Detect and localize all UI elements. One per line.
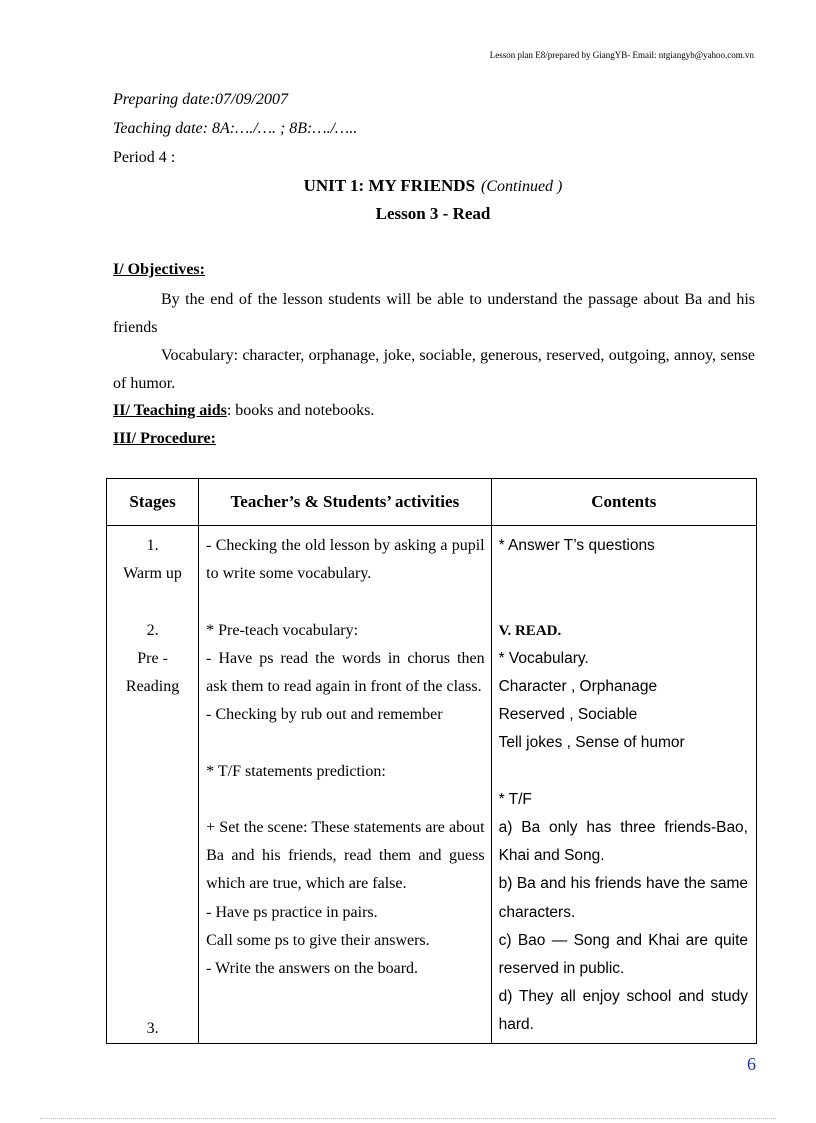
objectives-heading: I/ Objectives: [113,261,205,278]
col-stages: Stages [107,479,199,526]
activity-item: - Have ps practice in pairs. [206,903,378,921]
table-row [107,526,757,1044]
table-header-row [107,479,757,526]
aids-text: : books and notebooks. [226,402,375,419]
stage1-num: 1. [146,537,159,554]
page-number: 6 [747,1054,756,1074]
continued-note: (Continued ) [481,178,563,195]
teaching-aids [113,402,374,420]
activity-item: - Write the answers on the board. [206,960,419,977]
preparing-date: Preparing date:07/09/2007 [113,91,288,108]
content-item: d) They all enjoy school and study hard. [498,988,748,1034]
stage2-name1: Pre - [137,649,168,667]
activity-item: - Checking by rub out and remember [206,706,443,724]
content-item: * Vocabulary. [498,649,589,667]
objectives-vocabulary: Vocabulary: character, orphanage, joke, sociable, generous, reserved, outgoing, annoy, sense of humor. [113,347,755,392]
activity-item: * Pre-teach vocabulary: [206,621,359,639]
content-item: * Answer T’s questions [498,537,655,554]
procedure-heading: III/ Procedure: [113,430,216,447]
footer-divider [40,1118,776,1119]
content-item: c) Bao — Song and Khai are quite reserved in public. [498,931,748,977]
activity-item: * T/F statements prediction: [206,762,386,780]
stage2-num: 2. [146,621,159,639]
content-item: Tell jokes , Sense of humor [498,734,685,752]
content-item: Character , Orphanage [498,677,658,695]
activities-cell [199,526,491,1044]
teaching-date: Teaching date: 8A:…./…. ; 8B:…./….. [113,120,358,137]
activity-item: - Have ps read the words in chorus then ask them to read again in front of the class. [206,649,485,695]
activity-item: + Set the scene: These statements are about Ba and his friends, read them and guess which are true, which are false. [206,818,485,893]
stage1-name: Warm up [123,565,182,583]
content-item: a) Ba only has three friends-Bao, Khai and Song. [498,818,748,865]
content-item: * T/F [498,790,532,808]
stage2-name2: Reading [125,678,180,695]
contents-cell [491,526,756,1044]
col-activities: Teacher’s & Students’ activities [199,479,491,526]
activity-item: Call some ps to give their answers. [206,931,430,949]
lesson-title: Lesson 3 - Read [375,204,491,223]
aids-heading: II/ Teaching aids [113,402,227,419]
objectives-text: By the end of the lesson students will be able to understand the passage about Ba and his friends [113,291,755,336]
content-item: b) Ba and his friends have the same characters. [498,875,748,921]
procedure-table [106,478,757,1044]
unit-heading: UNIT 1: MY FRIENDS [303,176,476,195]
period: Period 4 : [113,149,176,166]
activity-item: - Checking the old lesson by asking a pupil to write some vocabulary. [206,537,485,583]
content-item: Reserved , Sociable [498,706,638,724]
stages-cell [107,526,199,1044]
col-contents: Contents [491,479,756,526]
stage3-num: 3. [146,1020,159,1038]
content-section-title: V. READ. [498,622,562,639]
header-credit: Lesson plan E8/prepared by GiangYB- Email: ntgiangyb@yahoo.com.vn [489,50,754,60]
unit-title [0,176,816,196]
